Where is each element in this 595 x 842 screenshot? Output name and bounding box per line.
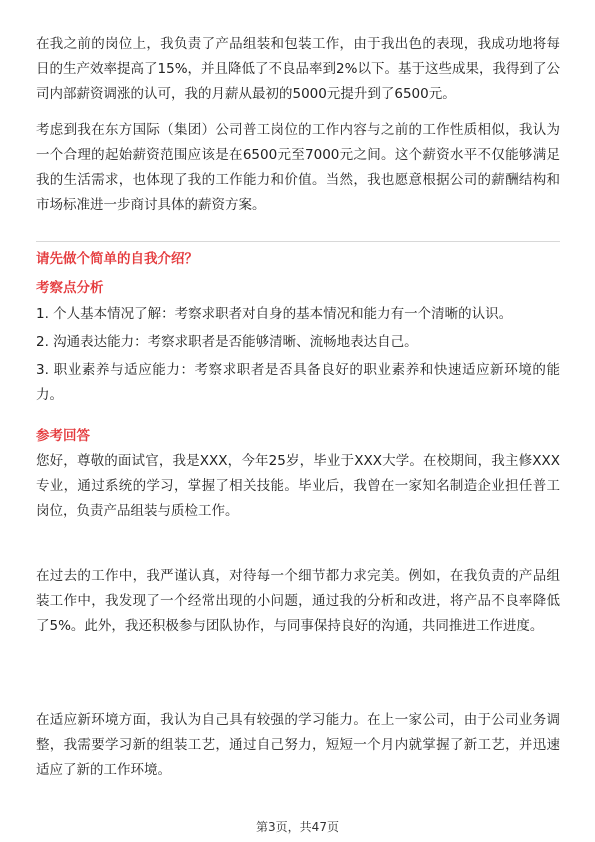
question-title: 请先做个简单的自我介绍？ — [36, 251, 198, 267]
answer-paragraph-2: 在过去的工作中，我严谨认真，对待每一个细节都力求完美。例如，在我负责的产品组装工作中，我发现了一个经常出现的小问题，通过我的分析和改进，将产品不良率降低了5%。此外，我还积极参与团队协作，与同事保持良好的沟通，共同推进工作进度。 — [36, 568, 560, 634]
intro-paragraph-1: 在我之前的岗位上，我负责了产品组装和包装工作，由于我出色的表现，我成功地将每日的生产效率提高了15%，并且降低了不良品率到2%以下。基于这些成果，我得到了公司内部薪资调涨的认可，我的月薪从最初的5000元提升到了6500元。 — [36, 36, 560, 102]
analysis-heading: 考察点分析 — [36, 280, 104, 296]
analysis-item-2: 2. 沟通表达能力：考察求职者是否能够清晰、流畅地表达自己。 — [36, 334, 418, 350]
page-number: 第3页，共47页 — [256, 820, 339, 834]
section-divider — [36, 241, 560, 242]
answer-paragraph-1: 您好，尊敬的面试官，我是XXX，今年25岁，毕业于XXX大学。在校期间，我主修XXX专业，通过系统的学习，掌握了相关技能。毕业后，我曾在一家知名制造企业担任普工岗位，负责产品组装与质检工作。 — [36, 453, 560, 519]
analysis-item-1: 1. 个人基本情况了解：考察求职者对自身的基本情况和能力有一个清晰的认识。 — [36, 306, 513, 322]
answer-paragraph-3: 在适应新环境方面，我认为自己具有较强的学习能力。在上一家公司，由于公司业务调整，我需要学习新的组装工艺，通过自己努力，短短一个月内就掌握了新工艺，并迅速适应了新的工作环境。 — [36, 712, 560, 778]
intro-paragraph-2: 考虑到我在东方国际（集团）公司普工岗位的工作内容与之前的工作性质相似，我认为一个合理的起始薪资范围应该是在6500元至7000元之间。这个薪资水平不仅能够满足我的生活需求，也体现了我的工作能力和价值。当然，我也愿意根据公司的薪酬结构和市场标准进一步商讨具体的薪资方案。 — [36, 122, 560, 213]
analysis-item-3: 3. 职业素养与适应能力：考察求职者是否具备良好的职业素养和快速适应新环境的能力。 — [36, 362, 560, 403]
answer-heading: 参考回答 — [36, 428, 90, 444]
